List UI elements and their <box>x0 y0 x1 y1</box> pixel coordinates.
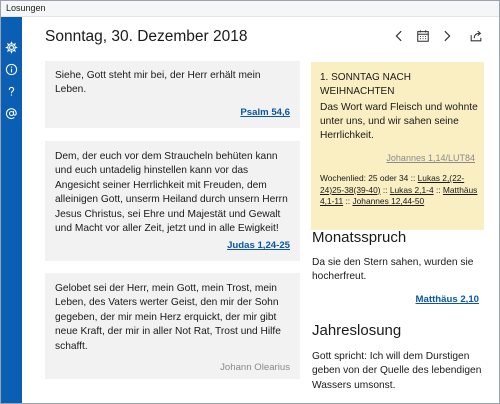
calendar-icon <box>416 29 430 43</box>
share-button[interactable] <box>467 28 485 44</box>
reading-separator: :: <box>382 184 388 195</box>
gebet-card <box>45 273 300 379</box>
share-icon <box>469 29 483 43</box>
reading-link-lukas-2-1[interactable]: Lukas 2,1-4 <box>389 184 434 195</box>
calendar-button[interactable] <box>414 28 432 44</box>
sunday-ref-link[interactable]: Johannes 1,14/LUT84 <box>386 153 475 163</box>
info-icon <box>5 63 18 76</box>
lehrtext-ref-link[interactable]: Judas 1,24-25 <box>227 240 290 251</box>
monatsspruch-text: Da sie den Stern sahen, wurden sie hocherfreut. <box>312 257 474 283</box>
help-icon <box>5 85 18 98</box>
reading-link-johannes-12-44[interactable]: Johannes 12,44-50 <box>352 196 425 207</box>
sunday-card <box>311 62 484 230</box>
monatsspruch-ref-link[interactable]: Matthäus 2,10 <box>415 294 479 305</box>
settings-button[interactable] <box>3 39 20 56</box>
lehrtext-text: Dem, der euch vor dem Straucheln behüten kann und euch untadelig hinstellen kann vor das Angesicht seiner Herrlichkeit mit Freuden, dem alleinigen Gott, unserm Heiland durch unsern Herrn Jesus Christus, sei Ehre und Majestät und Gewalt und Macht vor aller Zeit, jetzt und in alle Ewigkeit! <box>55 151 288 235</box>
reading-link-matthaeus-4-1[interactable]: Matthäus 4,1-11 <box>320 184 478 207</box>
sunday-text: Das Wort ward Fleisch und wohnte unter uns, und wir sahen seine Herrlichkeit. <box>320 102 478 142</box>
chevron-left-icon <box>392 29 406 43</box>
sidebar <box>1 17 22 403</box>
losung-ref-link[interactable]: Psalm 54,6 <box>240 107 290 118</box>
gebet-author: Johann Olearius <box>220 362 290 373</box>
reading-separator: :: <box>345 196 351 207</box>
losung-text: Siehe, Gott steht mir bei, der Herr erhält mein Leben. <box>55 70 261 96</box>
weekly-song-label: Wochenlied: 25 oder 34 :: <box>320 173 416 183</box>
contact-button[interactable] <box>3 105 20 122</box>
weekly-readings <box>320 173 480 208</box>
lehrtext-card <box>45 141 300 261</box>
gear-icon <box>5 41 18 54</box>
reading-separator: :: <box>435 184 441 195</box>
at-icon <box>5 107 18 120</box>
monatsspruch-heading: Monatsspruch <box>312 229 407 246</box>
chevron-right-icon <box>440 29 454 43</box>
help-button[interactable] <box>3 83 20 100</box>
next-day-button[interactable] <box>438 28 456 44</box>
window-title: Losungen <box>6 3 46 13</box>
sunday-heading: 1. SONNTAG NACH WEIHNACHTEN <box>320 72 411 97</box>
jahreslosung-heading: Jahreslosung <box>312 322 402 339</box>
gebet-text: Gelobet sei der Herr, mein Gott, mein Trost, mein Leben, des Vaters werter Geist, den mir der Sohn gegeben, der mir mein Herz erquickt, der mir gibt neue Kraft, der mir in aller Not Rat, Trost und Hilfe schafft. <box>55 283 281 352</box>
page-title: Sonntag, 30. Dezember 2018 <box>45 28 248 45</box>
title-bar[interactable] <box>1 1 499 17</box>
losung-card <box>45 61 300 128</box>
previous-day-button[interactable] <box>390 28 408 44</box>
info-button[interactable] <box>3 61 20 78</box>
reading-link-lukas-2-22[interactable]: Lukas 2,(22-24)25-38(39-40) <box>320 173 465 195</box>
jahreslosung-text: Gott spricht: Ich will dem Durstigen geben von der Quelle des lebendigen Wassers umsonst. <box>312 351 482 391</box>
